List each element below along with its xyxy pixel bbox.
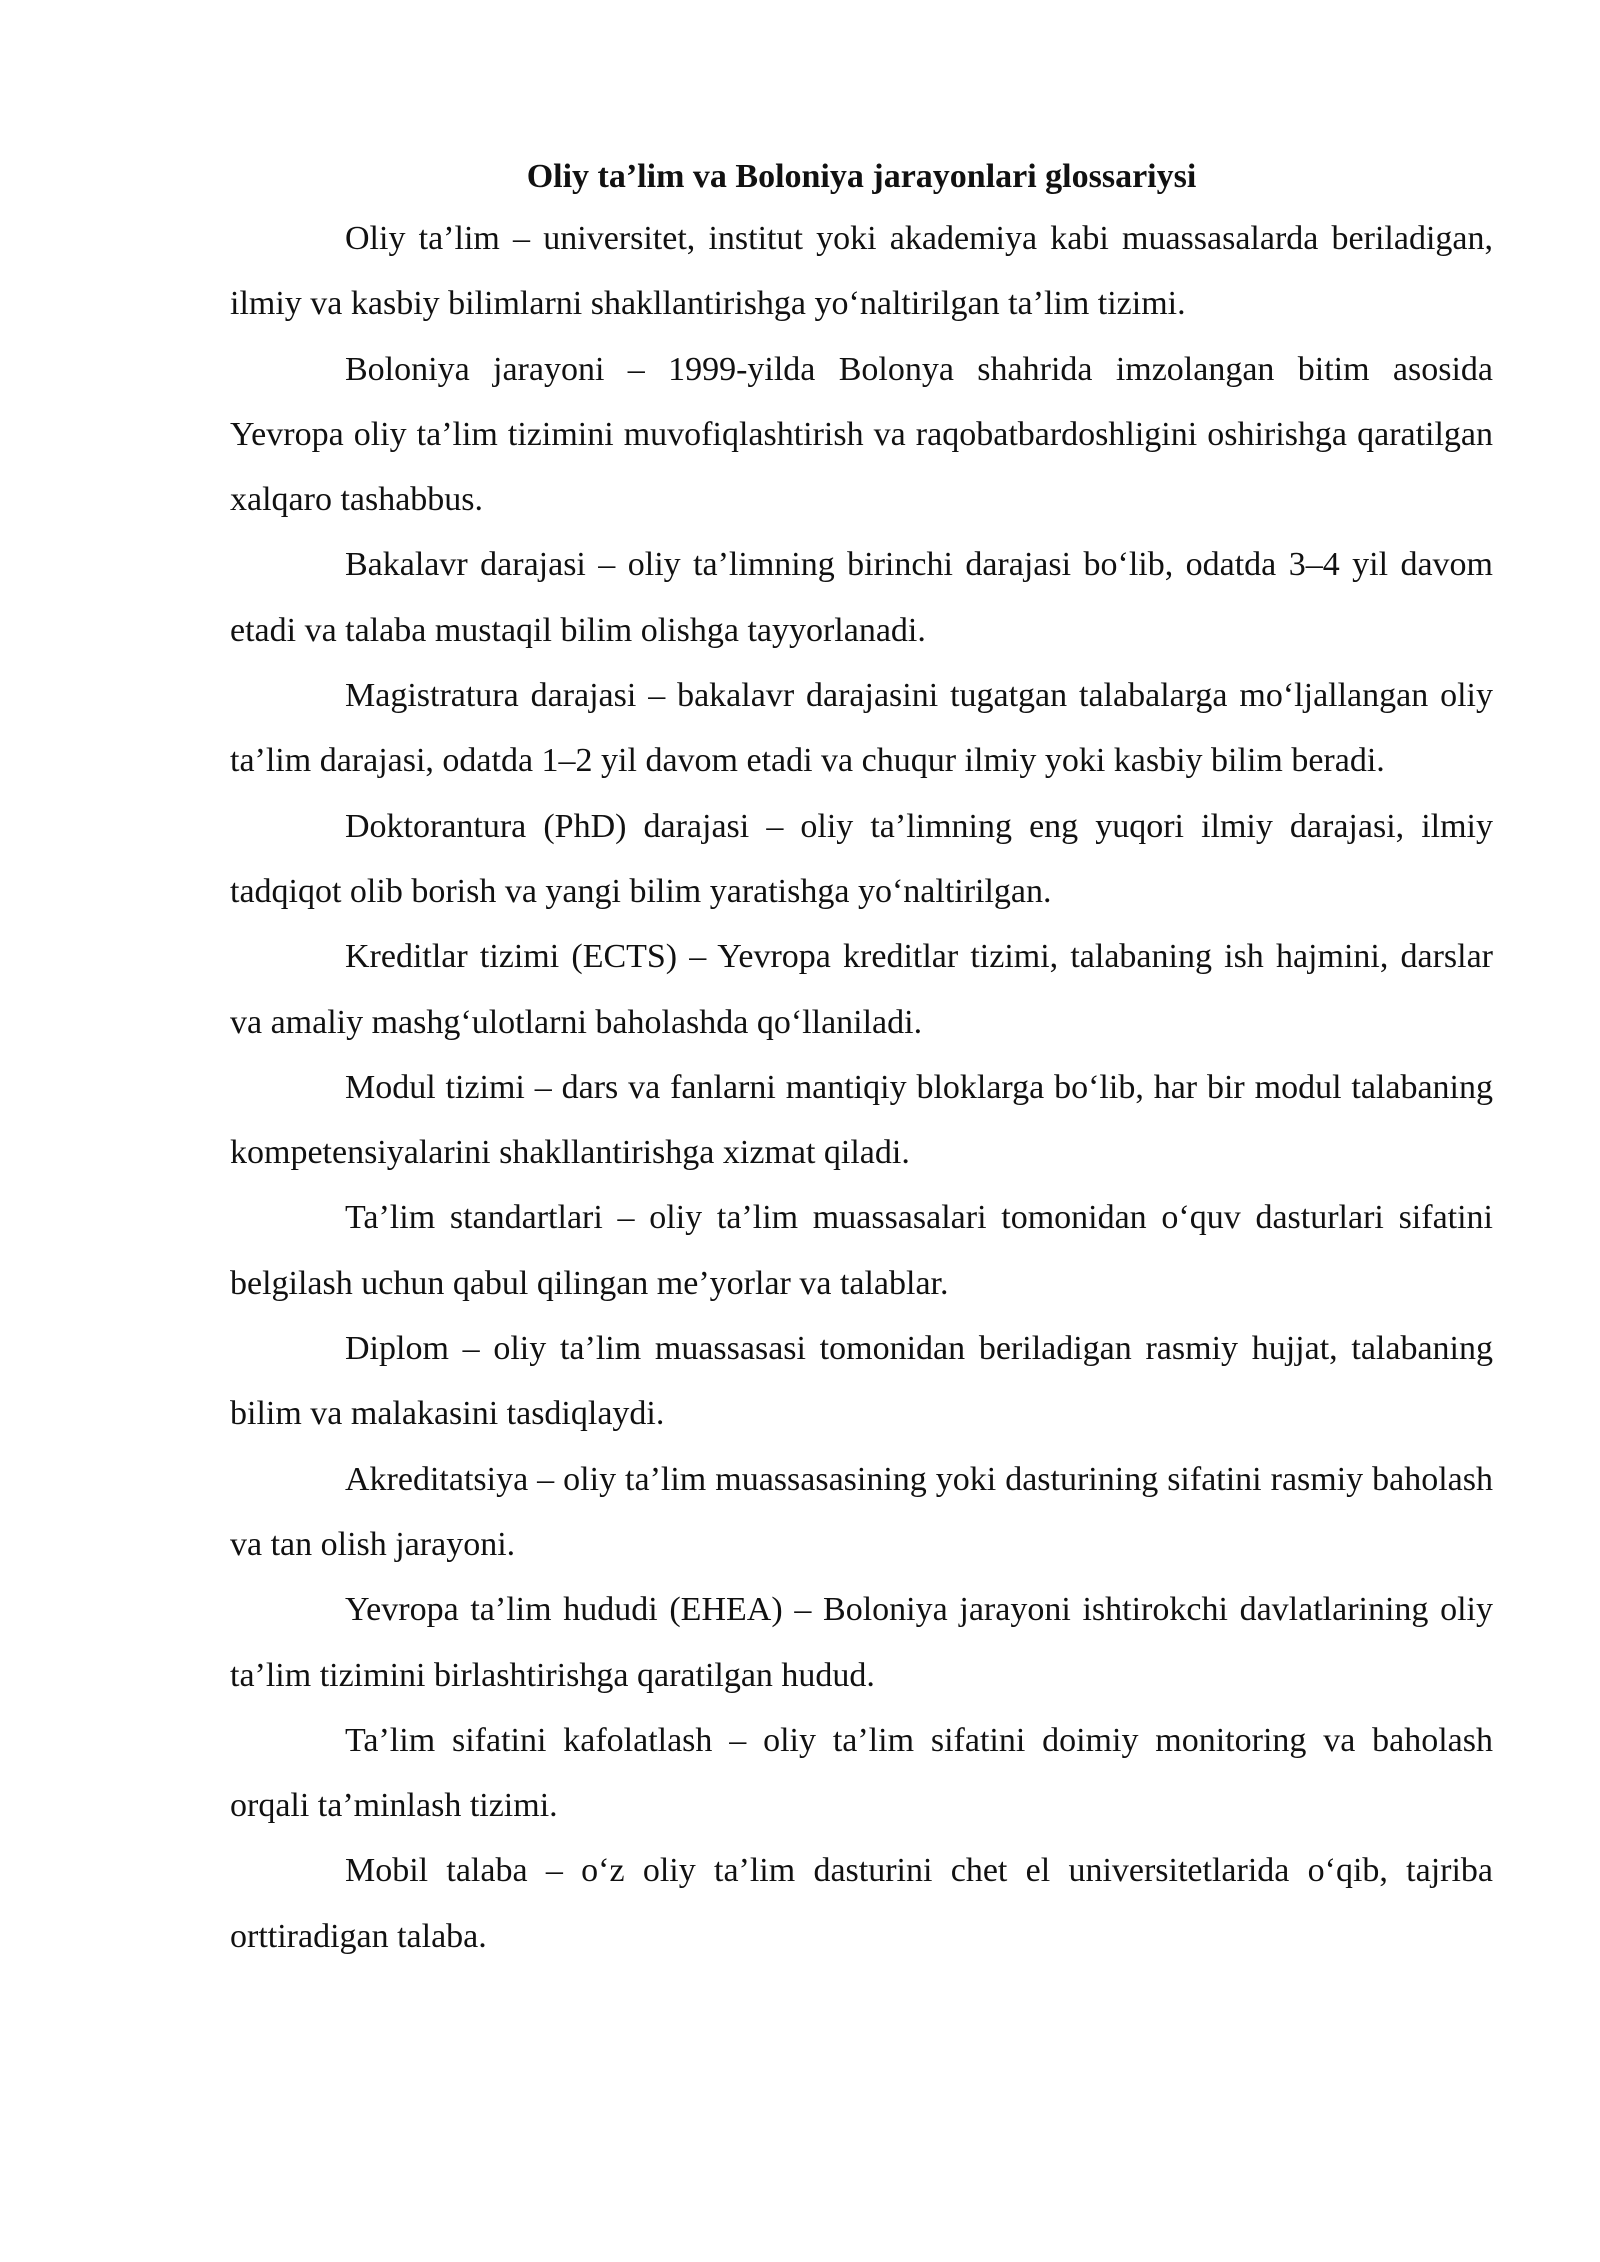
- term-separator: –: [448, 1330, 494, 1368]
- glossary-list: [230, 206, 1493, 1969]
- glossary-definition: bakalavr darajasini tugatgan talabalarga mo‘ljallangan oliy ta’lim darajasi, odatda 1–2 yil davom etadi va chuqur ilmiy yoki kasbiy bilim beradi.: [230, 677, 1494, 780]
- term-separator: –: [749, 807, 801, 845]
- glossary-term: Modul tizimi: [345, 1068, 525, 1106]
- glossary-term: Yevropa ta’lim hududi (EHEA): [345, 1591, 783, 1629]
- glossary-definition: Boloniya jarayoni ishtirokchi davlatlarining oliy ta’lim tizimini birlashtirishga qaratilgan hudud.: [230, 1591, 1493, 1694]
- term-separator: –: [499, 220, 544, 257]
- glossary-term: Oliy ta’lim: [345, 220, 500, 257]
- glossary-definition: oliy ta’lim muassasalari tomonidan o‘quv dasturlari sifatini belgilash uchun qabul qilingan me’yorlar va talablar.: [230, 1199, 1493, 1302]
- glossary-definition: 1999-yilda Bolonya shahrida imzolangan bitim asosida Yevropa oliy ta’lim tizimini muvofiqlashtirish va raqobatbardoshligini oshirishga qaratilgan xalqaro tashabbus.: [230, 350, 1493, 519]
- glossary-term: Doktorantura (PhD) darajasi: [345, 807, 750, 845]
- glossary-entry: [230, 1577, 1493, 1708]
- glossary-definition: dars va fanlarni mantiqiy bloklarga bo‘lib, har bir modul talabaning kompetensiyalarini shakllantirishga xizmat qiladi.: [230, 1068, 1494, 1172]
- glossary-entry: [230, 1447, 1493, 1578]
- term-separator: –: [677, 938, 718, 976]
- glossary-entry: [230, 663, 1493, 794]
- glossary-definition: oliy ta’lim sifatini doimiy monitoring va baholash orqali ta’minlash tizimi.: [230, 1721, 1494, 1825]
- glossary-term: Bakalavr darajasi: [345, 546, 586, 584]
- glossary-definition: oliy ta’lim muassasasining yoki dasturining sifatini rasmiy baholash va tan olish jarayoni.: [230, 1460, 1494, 1563]
- glossary-entry: [230, 794, 1493, 925]
- glossary-definition: o‘z oliy ta’lim dasturini chet el universitetlarida o‘qib, tajriba orttiradigan talaba.: [230, 1852, 1494, 1955]
- glossary-term: Diplom: [345, 1330, 449, 1368]
- glossary-term: Ta’lim standartlari: [345, 1199, 603, 1237]
- glossary-entry: [230, 337, 1493, 533]
- glossary-definition: Yevropa kreditlar tizimi, talabaning ish hajmini, darslar va amaliy mashg‘ulotlarni baholashda qo‘llaniladi.: [230, 938, 1494, 1041]
- glossary-entry: [230, 1185, 1493, 1316]
- document-title: Oliy ta’lim va Boloniya jarayonlari glossariysi: [526, 158, 1197, 195]
- term-separator: –: [527, 1852, 582, 1890]
- glossary-term: Magistratura darajasi: [345, 677, 637, 715]
- glossary-entry: [230, 924, 1493, 1055]
- glossary-entry: [230, 1838, 1493, 1969]
- glossary-term: Boloniya jarayoni: [345, 350, 605, 388]
- document-body: [230, 148, 1493, 1969]
- glossary-term: Akreditatsiya: [345, 1460, 529, 1498]
- term-separator: –: [712, 1721, 764, 1759]
- glossary-definition: universitet, institut yoki akademiya kabi muassasalarda beriladigan, ilmiy va kasbiy bilimlarni shakllantirishga yo‘naltirilgan ta’lim tizimi.: [230, 220, 1493, 323]
- term-separator: –: [782, 1591, 824, 1629]
- glossary-entry: [230, 1316, 1493, 1447]
- term-separator: –: [528, 1460, 564, 1498]
- glossary-entry: [230, 1708, 1493, 1839]
- glossary-term: Kreditlar tizimi (ECTS): [345, 938, 678, 976]
- glossary-definition: oliy ta’limning birinchi darajasi bo‘lib, odatda 3–4 yil davom etadi va talaba mustaqil bilim olishga tayyorlanadi.: [230, 546, 1494, 649]
- term-separator: –: [636, 677, 678, 715]
- glossary-term: Ta’lim sifatini kafolatlash: [345, 1721, 713, 1759]
- glossary-entry: [230, 532, 1493, 663]
- glossary-definition: oliy ta’lim muassasasi tomonidan beriladigan rasmiy hujjat, talabaning bilim va malakasini tasdiqlaydi.: [230, 1330, 1493, 1433]
- glossary-entry: [230, 206, 1493, 337]
- glossary-definition: oliy ta’limning eng yuqori ilmiy darajasi, ilmiy tadqiqot olib borish va yangi bilim yaratishga yo‘naltirilgan.: [230, 807, 1493, 910]
- term-separator: –: [524, 1068, 562, 1106]
- glossary-entry: [230, 1055, 1493, 1186]
- term-separator: –: [604, 350, 669, 388]
- glossary-term: Mobil talaba: [345, 1852, 528, 1890]
- term-separator: –: [585, 546, 628, 584]
- term-separator: –: [602, 1199, 650, 1237]
